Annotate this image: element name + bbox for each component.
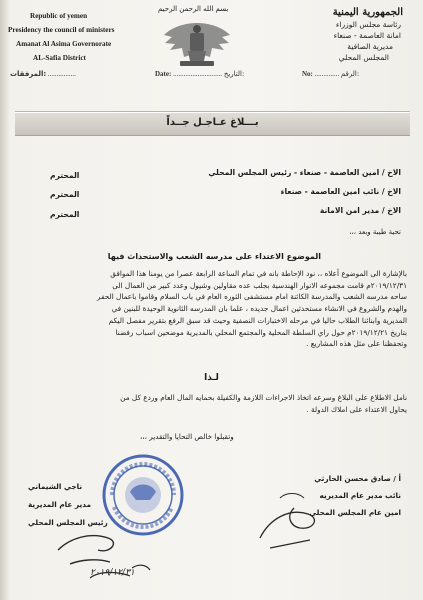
date-label-ar: التاريخ: xyxy=(223,70,245,78)
body-line: بالإشارة الى الموضوع أعلاه ،، نود الإحاطة بانه في تمام الساعة الرابعة عصرا من يومنا هذا الموافق xyxy=(110,269,407,278)
attachments-label: المرفقات: xyxy=(10,70,47,78)
header-en-line1: Republic of yemen xyxy=(30,12,88,20)
greeting: تحية طيبة وبعد ،،، xyxy=(349,228,401,236)
body-line: المديرية وابنائنا الطلاب حاليا في مرحله الاختبارات النصفية وحيث قد سبق الرفع بتقرير مفصل اليكم xyxy=(108,315,407,325)
signatory-left-title2: رئيس المجلس المحلي xyxy=(28,518,108,527)
signature-right-icon xyxy=(250,478,330,558)
body-line: والهدم والشروع في الانشاء مستحدثين اعمال جديده ، علما بان المدرسه الثانوية الوحيدة للبنين في xyxy=(111,304,407,314)
body-line: ٢٠١٩/١٢/٣١م قامت مجموعه الانوار الهندسية بجلب عده مقاولين وشيول وعدد كبير من العمال الى xyxy=(112,280,407,290)
addressee-1: الاخ / امين العاصمة - صنعاء - رئيس المجلس المحلي xyxy=(208,168,401,177)
number-label-ar: الرقم: xyxy=(340,70,360,78)
header-ar-line5: المجلس المحلي xyxy=(338,53,389,62)
attachments-field xyxy=(10,70,76,78)
number-field xyxy=(302,70,359,78)
signatory-left-name: ناجي الشيماني xyxy=(28,482,83,491)
signatory-right-name: أ / صادق محسن الحارثي xyxy=(314,474,401,483)
date-field xyxy=(155,70,244,78)
closing-line: وتقبلوا خالص التحايا والتقدير ،،، xyxy=(140,432,234,441)
addressee-3: الاخ / مدير امن الامانة xyxy=(319,206,401,215)
header-en-line3: Amanat Al Asima Governorate xyxy=(16,40,112,48)
letter-title: بـــلاغ عـاجـل جــداً xyxy=(166,117,259,128)
signatory-left-title1: مدير عام المديرية xyxy=(28,500,91,509)
body-line: وتحفظنا على مثل هذه المشاريع . xyxy=(306,339,407,349)
body-line: ساحه مدرسه الشعب والمدرسة الكائنة امام مستشفى الثوره العام في باب السلام وقاموا باعمال الحفر xyxy=(97,292,407,302)
subject: الموضوع الاعتداء على مدرسه الشعب والاستحداث فيها xyxy=(107,252,321,261)
signatory-right-title1: نائب مدير عام المديريه xyxy=(319,491,401,500)
header-ar-line3: امانة العاصمة - صنعاء xyxy=(333,31,401,40)
handwritten-date: ٢٠١٩/١٢/٣١ xyxy=(90,568,135,578)
honorific-1: المحترم xyxy=(50,171,80,180)
date-dots: ............................ xyxy=(173,70,223,78)
body-line: بتاريخ ٢٠١٩/١٢/٢١م حول راي السلطة المحلية والمجتمع المحلي بالمديرية موضحين اسباب رفضنا xyxy=(115,327,407,337)
lidha-heading: لـذا xyxy=(204,373,219,383)
request-line: يحاول الاعتداء على املاك الدولة . xyxy=(306,404,407,414)
header-ar-line1: الجمهورية اليمنية xyxy=(332,7,403,18)
date-label-en: Date: xyxy=(155,70,172,78)
title-banner xyxy=(15,111,410,136)
header-en-line4: AL-Safia District xyxy=(33,54,86,62)
header-ar-line4: مديرية الصافية xyxy=(347,42,393,51)
honorific-3: المحترم xyxy=(50,210,80,219)
signatory-right-title2: امين عام المجلس المحلي xyxy=(309,508,401,517)
header-ar-line2: رئاسة مجلس الوزراء xyxy=(335,20,401,29)
body-paragraph xyxy=(17,268,407,350)
number-label-en: No: xyxy=(302,70,313,78)
number-dots: .............. xyxy=(314,70,340,78)
attachments-dots: ................ xyxy=(47,70,76,78)
signature-left-icon xyxy=(50,520,190,590)
yemen-emblem-icon xyxy=(160,17,234,69)
request-line: نامل الاطلاع على البلاغ وسرعه اتخاذ الاجراءات اللازمة والكفيلة بحمايه المال العام وردع كل من xyxy=(120,393,407,402)
header-en-line2: Presidency the council of ministers xyxy=(8,26,115,34)
honorific-2: المحترم xyxy=(50,190,80,199)
request-paragraph xyxy=(17,392,407,415)
addressee-2: الاخ / نائب امين العاصمة - صنعاء xyxy=(280,187,401,196)
basmala: بسم الله الرحمن الرحيم xyxy=(158,5,229,13)
